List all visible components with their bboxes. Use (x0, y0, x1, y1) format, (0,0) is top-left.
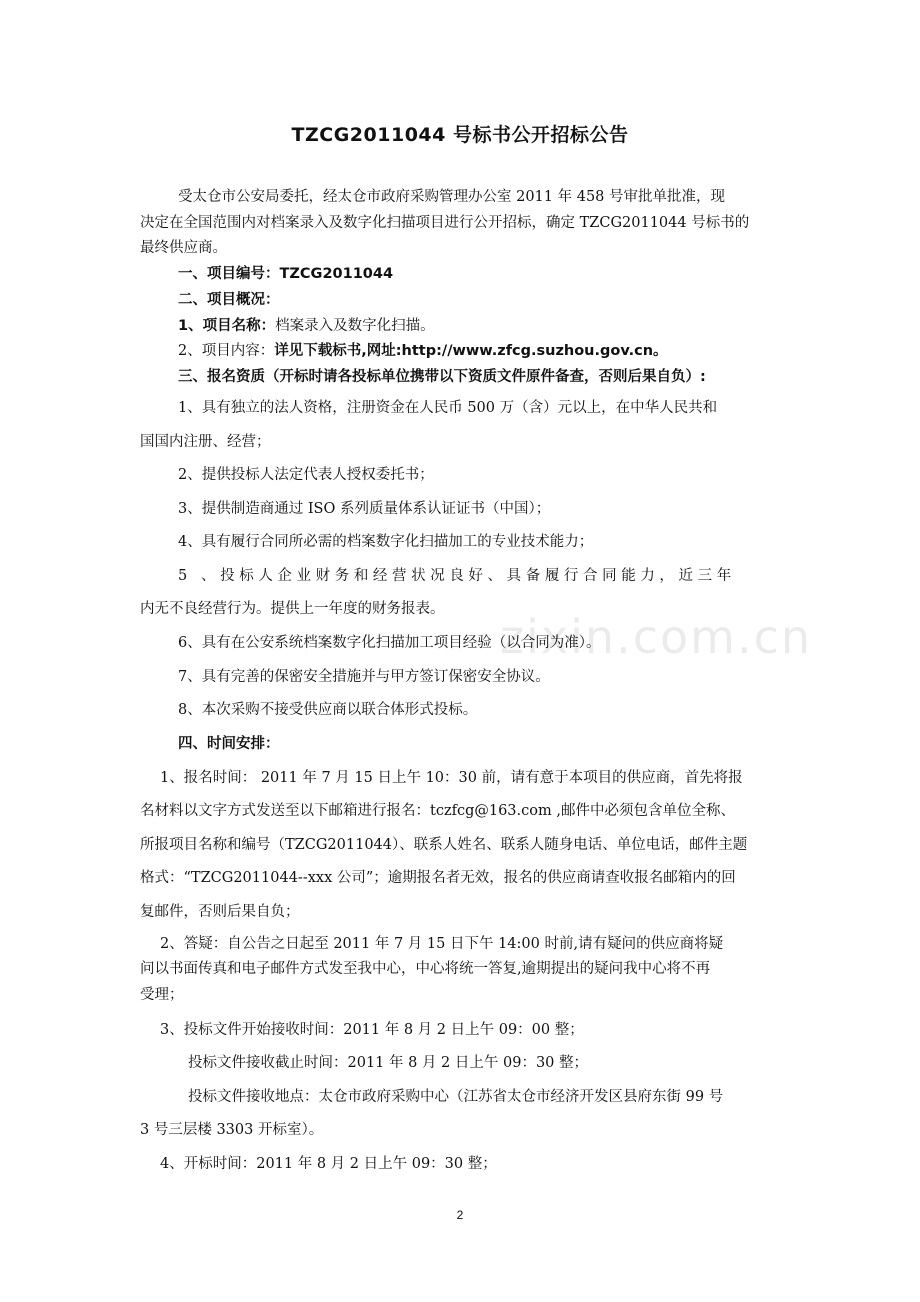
intro-line-2: 决定在全国范围内对档案录入及数字化扫描项目进行公开招标，确定 TZCG2011044 号标书的 (140, 215, 750, 231)
schedule-3-deadline: 投标文件接收截止时间：2011 年 8 月 2 日上午 09：30 整； (188, 1055, 589, 1071)
qualification-5b: 内无不良经营行为。提供上一年度的财务报表。 (140, 601, 445, 617)
qualification-8: 8、本次采购不接受供应商以联合体形式投标。 (178, 702, 478, 718)
schedule-1-line-4: 格式：“TZCG2011044--xxx 公司”；逾期报名者无效，报名的供应商请查收报名邮箱内的回 (140, 870, 736, 886)
section-schedule: 四、时间安排： (178, 736, 280, 752)
qualification-2: 2、提供投标人法定代表人授权委托书； (178, 467, 434, 483)
schedule-1-line-3: 所报项目名称和编号（TZCG2011044）、联系人姓名、联系人随身电话、单位电话，邮件主题 (140, 837, 748, 853)
qualification-6: 6、具有在公安系统档案数字化扫描加工项目经验（以合同为准）。 (178, 635, 601, 651)
schedule-3-location-line-1: 投标文件接收地点：太仓市政府采购中心（江苏省太仓市经济开发区县府东街 99 号 (188, 1089, 724, 1105)
intro-line-1: 受太仓市公安局委托，经太仓市政府采购管理办公室 2011 年 458 号审批单批准，现 (178, 189, 726, 205)
schedule-2-line-2: 问以书面传真和电子邮件方式发至我中心，中心将统一答复,逾期提出的疑问我中心将不再 (140, 961, 711, 977)
schedule-2-line-3: 受理； (140, 987, 184, 1003)
schedule-1-line-5: 复邮件，否则后果自负； (140, 904, 300, 920)
project-name-label: 1、项目名称： (178, 318, 276, 334)
schedule-4: 4、开标时间：2011 年 8 月 2 日上午 09：30 整； (160, 1156, 497, 1172)
qualification-1b: 国国内注册、经营； (140, 434, 271, 450)
section-qualifications: 三、报名资质（开标时请各投标单位携带以下资质文件原件备查，否则后果自负）: (178, 369, 706, 385)
page-title: TZCG2011044 号标书公开招标公告 (291, 124, 629, 146)
project-content-label: 2、项目内容： (178, 343, 275, 359)
project-name-value: 档案录入及数字化扫描。 (275, 318, 435, 334)
project-content-line (178, 341, 782, 361)
qualification-7: 7、具有完善的保密安全措施并与甲方签订保密安全协议。 (178, 669, 550, 685)
qualification-1a: 1、具有独立的法人资格，注册资金在人民币 500 万（含）元以上，在中华人民共和 (178, 400, 718, 416)
intro-line-3: 最终供应商。 (140, 240, 227, 256)
qualification-3: 3、提供制造商通过 ISO 系列质量体系认证证书（中国）； (178, 501, 551, 517)
section-project-overview: 二、项目概况： (178, 292, 280, 308)
schedule-2-line-1: 2、答疑：自公告之日起至 2011 年 7 月 15 日下午 14:00 时前,请有疑问的供应商将疑 (160, 936, 724, 952)
qualification-4: 4、具有履行合同所必需的档案数字化扫描加工的专业技术能力； (178, 534, 594, 550)
qualification-5a: 5 、投标人企业财务和经营状况良好、具备履行合同能力，近三年 (178, 568, 736, 584)
project-content-value: 详见下载标书,网址:http://www.zfcg.suzhou.gov.cn。 (274, 343, 668, 359)
project-name-line (178, 316, 782, 336)
page-number: 2 (456, 1208, 464, 1222)
watermark: zixin.com.cn (500, 610, 813, 664)
schedule-1-line-1: 1、报名时间： 2011 年 7 月 15 日上午 10：30 前，请有意于本项目的供应商，首先将报 (160, 770, 743, 786)
schedule-1-line-2: 名材料以文字方式发送至以下邮箱进行报名：tczfcg@163.com ,邮件中必须包含单位全称、 (140, 803, 735, 819)
section-project-number: 一、项目编号：TZCG2011044 (178, 266, 394, 282)
schedule-3: 3、投标文件开始接收时间：2011 年 8 月 2 日上午 09：00 整； (160, 1022, 584, 1038)
schedule-3-location-line-2: 3 号三层楼 3303 开标室）。 (140, 1122, 324, 1138)
